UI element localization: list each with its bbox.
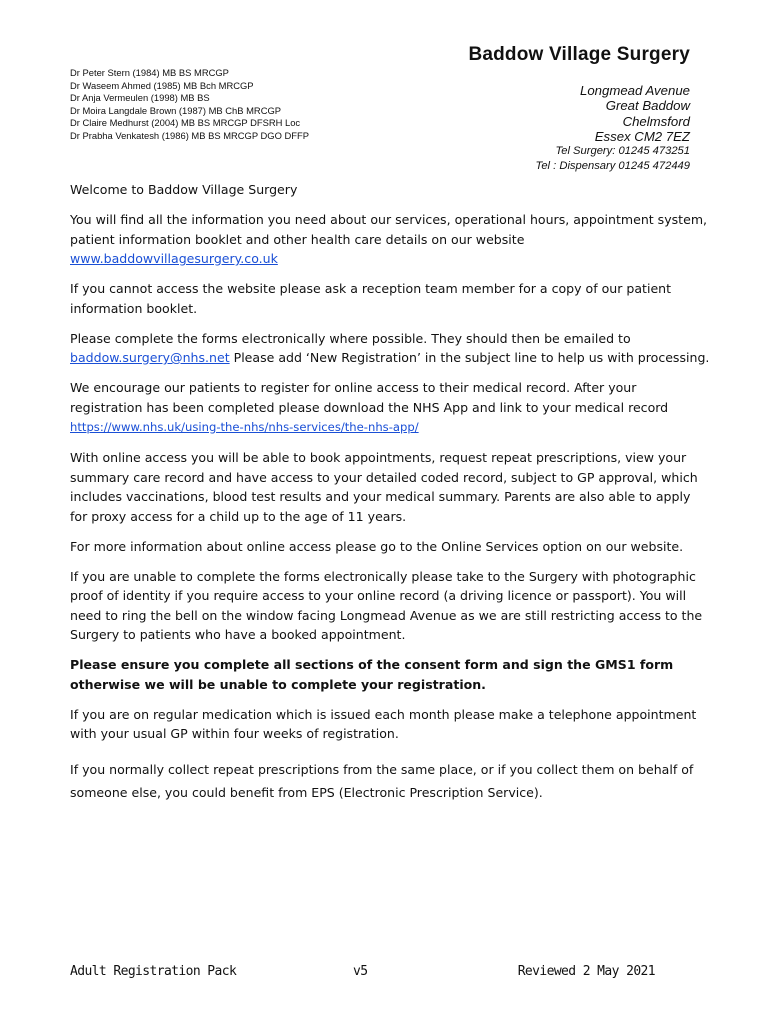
tel-surgery: Tel Surgery: 01245 473251 bbox=[555, 145, 690, 158]
address-line: Chelmsford bbox=[622, 113, 690, 129]
doctor-entry: Dr Claire Medhurst (2004) MB BS MRCGP DFSRH Loc bbox=[70, 117, 301, 129]
footer-reviewed: Reviewed 2 May 2021 bbox=[517, 964, 655, 979]
welcome-heading: Welcome to Baddow Village Surgery bbox=[70, 182, 298, 197]
website-link[interactable]: www.baddowvillagesurgery.co.uk bbox=[70, 251, 278, 266]
no-access-paragraph: If you cannot access the website please ask a reception team member for a copy of our patient information booklet. bbox=[70, 281, 672, 316]
practice-address bbox=[536, 83, 690, 174]
doctor-entry: Dr Peter Stern (1984) MB BS MRCGP bbox=[70, 67, 229, 78]
online-access-paragraph bbox=[70, 378, 710, 438]
online-access-text: We encourage our patients to register for online access to their medical record. After your registration has been completed please download the NHS App and link to your medical record bbox=[70, 380, 669, 415]
doctor-entry: Dr Moira Langdale Brown (1987) MB ChB MRCGP bbox=[70, 104, 282, 116]
practice-name: Baddow Village Surgery bbox=[468, 44, 690, 65]
medication-paragraph: If you are on regular medication which is issued each month please make a telephone appointment with your usual GP within four weeks of registration. bbox=[70, 706, 697, 741]
online-benefits-paragraph: With online access you will be able to book appointments, request repeat prescriptions, view your summary care record and have access to your detailed coded record, subject to GP approval, which includes vaccinations, blood test results and your medical summary. Parents are also able to apply for proxy access for a child up to the age of 11 years. bbox=[70, 450, 698, 524]
doctor-list bbox=[70, 67, 309, 143]
eps-paragraph: If you normally collect repeat prescriptions from the same place, or if you collect them on behalf of someone else, you could benefit from EPS (Electronic Prescription Service). bbox=[70, 761, 694, 800]
address-line: Great Baddow bbox=[605, 98, 690, 114]
consent-notice: Please ensure you complete all sections of the consent form and sign the GMS1 form otherwise we will be unable to complete your registration. bbox=[70, 657, 674, 692]
letter-body bbox=[70, 180, 710, 814]
nhs-app-link[interactable]: https://www.nhs.uk/using-the-nhs/nhs-services/the-nhs-app/ bbox=[70, 420, 419, 434]
website-text: You will find all the information you need about our services, operational hours, appointment system, patient information booklet and other health care details on our website bbox=[70, 212, 708, 247]
address-line: Essex CM2 7EZ bbox=[594, 128, 690, 144]
doctor-entry: Dr Waseem Ahmed (1985) MB Bch MRCGP bbox=[70, 79, 254, 91]
address-line: Longmead Avenue bbox=[580, 83, 690, 98]
forms-text: Please complete the forms electronically where possible. They should then be emailed to bbox=[70, 330, 631, 346]
doctor-entry: Dr Prabha Venkatesh (1986) MB BS MRCGP DGO DFFP bbox=[70, 129, 309, 141]
more-info-paragraph: For more information about online access please go to the Online Services option on our website. bbox=[70, 538, 684, 554]
doctor-entry: Dr Anja Vermeulen (1998) MB BS bbox=[70, 92, 210, 104]
website-paragraph bbox=[70, 210, 710, 269]
forms-text-subject: Please add ‘New Registration’ in the subject line to help us with processing. bbox=[233, 350, 710, 365]
forms-paragraph bbox=[70, 329, 710, 368]
footer-title: Adult Registration Pack bbox=[70, 964, 237, 979]
footer-version: v5 bbox=[353, 964, 368, 979]
tel-dispensary: Tel : Dispensary 01245 472449 bbox=[535, 159, 690, 172]
email-link[interactable]: baddow.surgery@nhs.net bbox=[70, 350, 230, 365]
unable-paragraph: If you are unable to complete the forms electronically please take to the Surgery with photographic proof of identity if you require access to your online record (a driving licence or passport). You will need to ring the bell on the window facing Longmead Avenue as we are still restricting access to the Surgery to patients who have a booked appointment. bbox=[70, 568, 703, 642]
